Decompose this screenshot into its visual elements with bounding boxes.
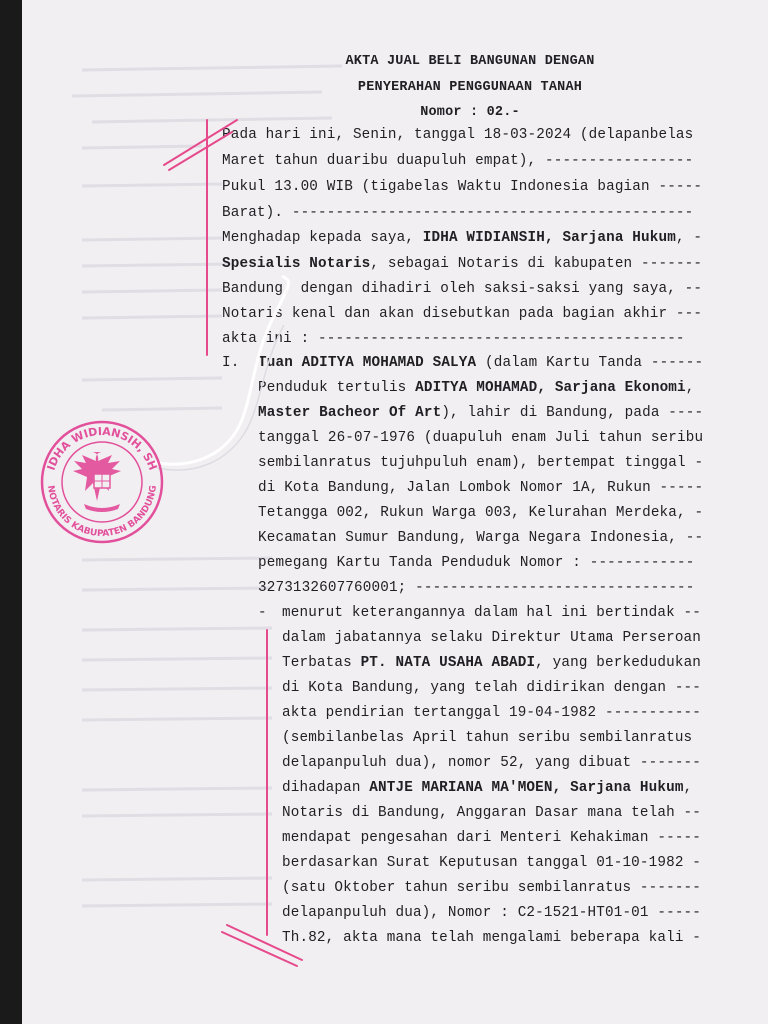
- document-page: [22, 0, 768, 1024]
- text-run: , yang berkedudukan: [535, 655, 702, 671]
- body-line: Barat). ----------------------------------------------: [222, 205, 694, 221]
- sub-line: (sembilanbelas April tahun seribu sembilanratus: [282, 730, 693, 746]
- text-run: ,: [685, 380, 695, 396]
- deed-number: Nomor : 02.-: [420, 105, 520, 120]
- party-line: Kecamatan Sumur Bandung, Warga Negara Indonesia, --: [258, 530, 704, 546]
- deed-title-line2: PENYERAHAN PENGGUNAAN TANAH: [357, 80, 583, 95]
- party-marker: I.: [222, 355, 240, 371]
- body-line: Maret tahun duaribu duapuluh empat), -----------------: [222, 153, 694, 169]
- sub-line: delapanpuluh dua), Nomor : C2-1521-HT01-01 -----: [282, 905, 702, 921]
- sub-line: dalam jabatannya selaku Direktur Utama Perseroan: [282, 630, 702, 646]
- party-id-name: ADITYA MOHAMAD, Sarjana Ekonomi: [415, 380, 686, 396]
- garuda-emblem-icon: [73, 452, 121, 512]
- party-line: Tetangga 002, Rukun Warga 003, Kelurahan Merdeka, -: [258, 505, 704, 521]
- sub-line: delapanpuluh dua), nomor 52, yang dibuat -------: [282, 755, 702, 771]
- sub-line: Notaris di Bandung, Anggaran Dasar mana telah --: [282, 805, 702, 821]
- sub-line: di Kota Bandung, yang telah didirikan dengan ---: [282, 680, 702, 696]
- stamp-top-text: IDHA WIDIANSIH, SH: [44, 424, 160, 473]
- party-line: di Kota Bandung, Jalan Lombok Nomor 1A, Rukun -----: [258, 480, 704, 496]
- text-run: Menghadap kepada saya,: [222, 230, 423, 246]
- body-line: Bandung, dengan dihadiri oleh saksi-saksi yang saya, --: [222, 281, 703, 297]
- party-degree: Master Bacheor Of Art: [258, 405, 442, 421]
- body-line: akta ini : ------------------------------------------: [222, 331, 685, 347]
- notary-name: IDHA WIDIANSIH, Sarjana Hukum: [422, 230, 676, 246]
- body-line: Pada hari ini, Senin, tanggal 18-03-2024 (delapanbelas: [222, 127, 694, 143]
- stamp-bottom-text: NOTARIS KABUPATEN BANDUNG: [45, 484, 159, 540]
- deed-title-line1: AKTA JUAL BELI BANGUNAN DENGAN: [345, 54, 595, 69]
- text-run: Tuan: [258, 355, 302, 371]
- sub-line: Th.82, akta mana telah mengalami beberapa kali -: [282, 930, 702, 946]
- party-line: tanggal 26-07-1976 (duapuluh enam Juli tahun seribu: [258, 430, 704, 446]
- sub-line: mendapat pengesahan dari Menteri Kehakiman -----: [282, 830, 702, 846]
- text-run: ,: [683, 780, 693, 796]
- text-run: dihadapan: [282, 780, 370, 796]
- text-run: (dalam Kartu Tanda ------: [476, 355, 704, 371]
- body-line: Pukul 13.00 WIB (tigabelas Waktu Indonesia bagian -----: [222, 179, 703, 195]
- text-run: Terbatas: [282, 655, 361, 671]
- party-line: sembilanratus tujuhpuluh enam), bertempat tinggal -: [258, 455, 704, 471]
- text-run: , sebagai Notaris di kabupaten -------: [370, 256, 703, 272]
- sub-line: akta pendirian tertanggal 19-04-1982 -----------: [282, 705, 702, 721]
- sub-line: berdasarkan Surat Keputusan tanggal 01-10-1982 -: [282, 855, 702, 871]
- notary-stamp-icon: [32, 420, 172, 550]
- company-name: PT. NATA USAHA ABADI: [360, 655, 536, 671]
- founding-notary-name: ANTJE MARIANA MA'MOEN, Sarjana Hukum: [369, 780, 684, 796]
- party-line: 3273132607760001; --------------------------------: [258, 580, 695, 596]
- text-run: Penduduk tertulis: [258, 380, 416, 396]
- sub-dash: -: [258, 605, 267, 621]
- party-line: pemegang Kartu Tanda Penduduk Nomor : ------------: [258, 555, 695, 571]
- text-run: ), lahir di Bandung, pada ----: [441, 405, 704, 421]
- party-name: ADITYA MOHAMAD SALYA: [301, 355, 477, 371]
- text-run: , -: [675, 230, 703, 246]
- sub-line: menurut keterangannya dalam hal ini bertindak --: [282, 605, 702, 621]
- notary-title: Spesialis Notaris: [222, 256, 371, 272]
- sub-line: (satu Oktober tahun seribu sembilanratus -------: [282, 880, 702, 896]
- body-line: Notaris kenal dan akan disebutkan pada bagian akhir ---: [222, 306, 703, 322]
